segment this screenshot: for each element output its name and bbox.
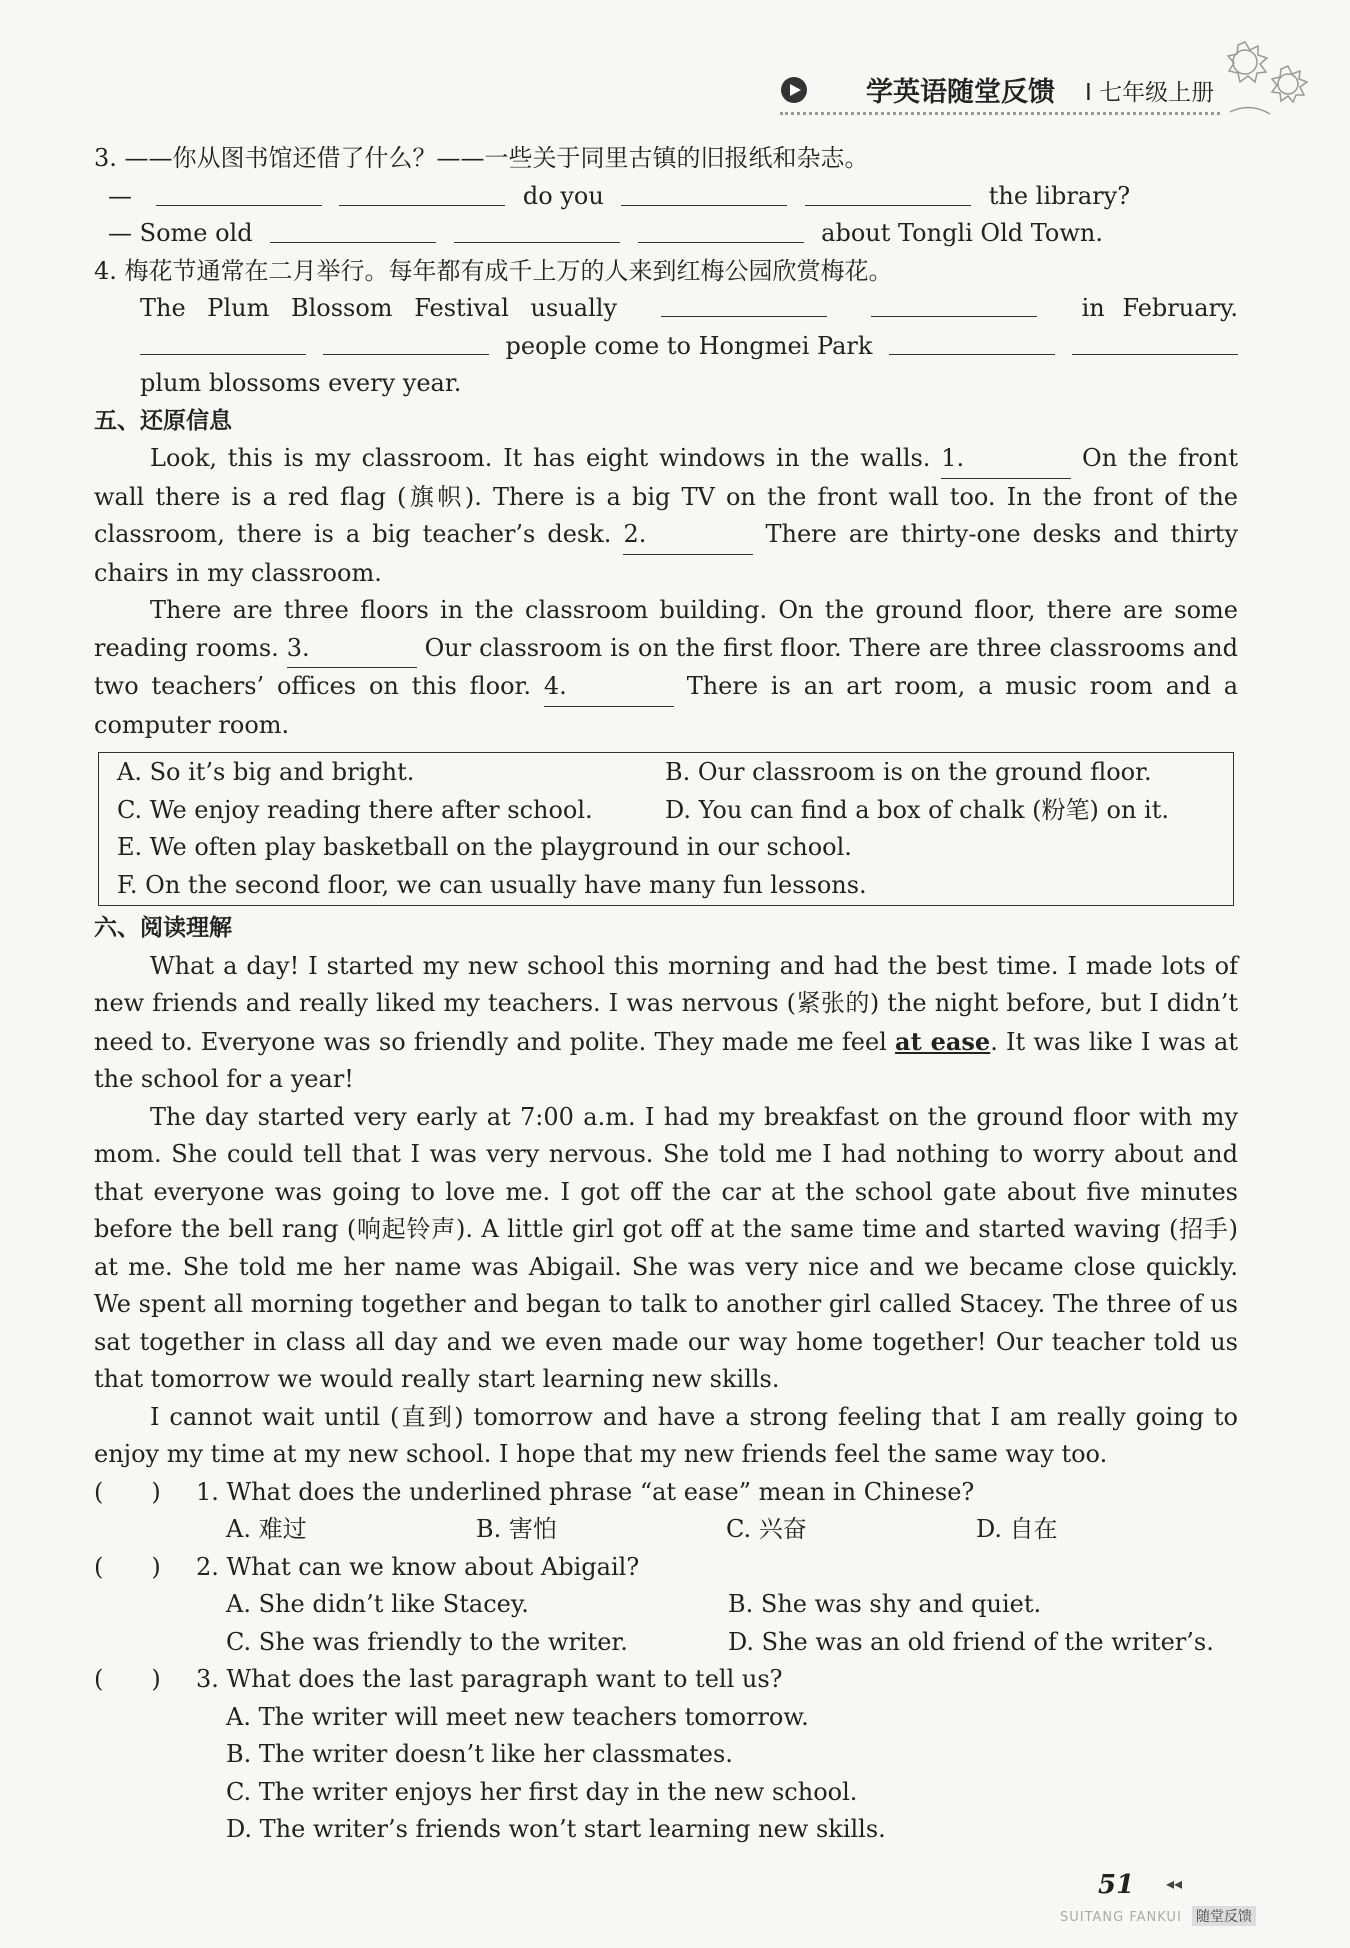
section5-passage bbox=[94, 440, 1238, 744]
header-divider bbox=[780, 112, 1220, 115]
option: D. The writer’s friends won’t start learning new skills. bbox=[226, 1815, 886, 1843]
option: C. She was friendly to the writer. bbox=[226, 1627, 628, 1656]
answer-blank[interactable] bbox=[270, 216, 436, 243]
question-text: 1. What does the underlined phrase “at ease” mean in Chinese? bbox=[196, 1477, 975, 1506]
option: A. 难过 bbox=[226, 1515, 307, 1543]
answer-bracket[interactable]: ( ) bbox=[94, 1552, 161, 1581]
q4-answer-line-3: plum blossoms every year. bbox=[140, 369, 462, 397]
option-e: E. We often play basketball on the playground in our school. bbox=[117, 833, 852, 861]
question-1 bbox=[94, 1474, 1238, 1512]
answer-blank-2[interactable]: 2. bbox=[623, 516, 753, 555]
option: A. The writer will meet new teachers tomorrow. bbox=[226, 1702, 809, 1731]
q4-prompt: 4. 梅花节通常在二月举行。每年都有成千上万的人来到红梅公园欣赏梅花。 bbox=[94, 256, 893, 285]
answer-blank[interactable] bbox=[323, 328, 489, 355]
book-title: 学英语随堂反馈 bbox=[866, 77, 1055, 108]
q4-answer-line-1: The Plum Blossom Festival usually in February. bbox=[94, 290, 1238, 328]
footer-brand-pinyin: SUITANG FANKUI bbox=[1060, 1910, 1182, 1925]
section6-title: 六、阅读理解 bbox=[94, 915, 232, 941]
answer-bracket[interactable]: ( ) bbox=[94, 1665, 161, 1693]
question-1-options bbox=[94, 1511, 1238, 1549]
answer-blank[interactable] bbox=[889, 328, 1055, 355]
option: C. The writer enjoys her first day in the new school. bbox=[226, 1777, 858, 1806]
option-f: F. On the second floor, we can usually have many fun lessons. bbox=[117, 870, 867, 899]
section6-paragraph-2: The day started very early at 7:00 a.m. I had my breakfast on the ground floor with my mom. She could tell that I was very nervous. She told me I had nothing to worry about and that everyone was going to love me. I got off the car at the school gate about five minutes before the bell rang (响起铃声). A little girl got off at the same time and started waving (招手) at me. She told me her name was Abigail. She was very nice and we became close quickly. We spent all morning together and began to talk to another girl called Stacey. The three of us sat together in class all day and we even made our way home together! Our teacher told us that tomorrow we would really start learning new skills. bbox=[94, 1102, 1238, 1393]
option: B. She was shy and quiet. bbox=[728, 1590, 1042, 1618]
answer-blank-3[interactable]: 3. bbox=[287, 630, 417, 669]
answer-blank[interactable] bbox=[156, 179, 322, 206]
answer-blank-1[interactable]: 1. bbox=[941, 440, 1071, 479]
answer-blank[interactable] bbox=[621, 179, 787, 206]
option-a: A. So it’s big and bright. bbox=[117, 758, 415, 786]
q3-prompt: 3. ——你从图书馆还借了什么？——一些关于同里古镇的旧报纸和杂志。 bbox=[94, 144, 869, 172]
option: D. 自在 bbox=[976, 1515, 1058, 1543]
section5-title: 五、还原信息 bbox=[94, 407, 232, 434]
option: B. The writer doesn’t like her classmates. bbox=[226, 1740, 733, 1768]
option-c: C. We enjoy reading there after school. bbox=[117, 795, 593, 824]
page-number: 51 bbox=[1098, 1870, 1135, 1900]
option-d: D. You can find a box of chalk (粉笔) on it. bbox=[665, 795, 1169, 824]
answer-blank[interactable] bbox=[805, 179, 971, 206]
options-box bbox=[98, 752, 1234, 906]
section5-paragraph-1: Look, this is my classroom. It has eight windows in the walls. 1. On the front wall there is a red flag (旗帜). There is a big TV on the front wall too. In the front of the classroom, there is a big teacher’s desk. 2. There are thirty-one desks and thirty chairs in my classroom. bbox=[94, 440, 1238, 592]
play-icon bbox=[780, 76, 808, 104]
option: C. 兴奋 bbox=[726, 1515, 807, 1543]
answer-blank[interactable] bbox=[1072, 328, 1238, 355]
option: A. She didn’t like Stacey. bbox=[226, 1590, 529, 1618]
answer-bracket[interactable]: ( ) bbox=[94, 1477, 161, 1506]
page-header bbox=[780, 58, 1260, 118]
q4-answer-line-2: people come to Hongmei Park bbox=[94, 328, 1238, 366]
answer-blank[interactable] bbox=[454, 216, 620, 243]
section6-passage bbox=[94, 948, 1238, 1474]
option: D. She was an old friend of the writer’s. bbox=[728, 1627, 1214, 1656]
section5-paragraph-2: There are three floors in the classroom building. On the ground floor, there are some reading rooms. 3. Our classroom is on the first floor. There are three classrooms and two teachers’ offices on this floor. 4. There is an art room, a music room and a computer room. bbox=[94, 596, 1239, 739]
question-3 bbox=[94, 1661, 1238, 1699]
answer-blank[interactable] bbox=[661, 290, 827, 317]
option: B. 害怕 bbox=[476, 1515, 557, 1543]
section6-paragraph-3: I cannot wait until (直到) tomorrow and have a strong feeling that I am really going to enjoy my time at my new school. I hope that my new friends feel the same way too. bbox=[94, 1402, 1238, 1468]
answer-blank[interactable] bbox=[339, 179, 505, 206]
question-2 bbox=[94, 1549, 1238, 1587]
sunflower-decoration-icon bbox=[1200, 22, 1320, 132]
answer-blank[interactable] bbox=[140, 328, 306, 355]
answer-blank[interactable] bbox=[871, 290, 1037, 317]
question-2-options-row-1 bbox=[94, 1586, 1238, 1624]
arrow-left-icon: ◂◂ bbox=[1166, 1874, 1183, 1893]
book-grade: Ⅰ 七年级上册 bbox=[1085, 80, 1215, 106]
section6-paragraph-1: What a day! I started my new school this morning and had the best time. I made lots of new friends and really liked my teachers. I was nervous (紧张的) the night before, but I didn’t need to. Everyone was so friendly and polite. They made me feel at ease. It was like I was at the school for a year! bbox=[94, 951, 1238, 1093]
option-b: B. Our classroom is on the ground floor. bbox=[665, 758, 1152, 786]
q3-answer-line-1: — do you the library? bbox=[94, 178, 1238, 216]
worksheet-content bbox=[94, 140, 1238, 1849]
question-2-options-row-2 bbox=[94, 1624, 1238, 1662]
footer-brand-label: 随堂反馈 bbox=[1192, 1906, 1256, 1926]
underlined-phrase: at ease bbox=[895, 1026, 991, 1056]
question-text: 2. What can we know about Abigail? bbox=[196, 1552, 640, 1581]
question-text: 3. What does the last paragraph want to tell us? bbox=[196, 1665, 783, 1693]
q3-answer-line-2: — Some old about Tongli Old Town. bbox=[94, 215, 1238, 253]
answer-blank[interactable] bbox=[638, 216, 804, 243]
answer-blank-4[interactable]: 4. bbox=[544, 668, 674, 707]
